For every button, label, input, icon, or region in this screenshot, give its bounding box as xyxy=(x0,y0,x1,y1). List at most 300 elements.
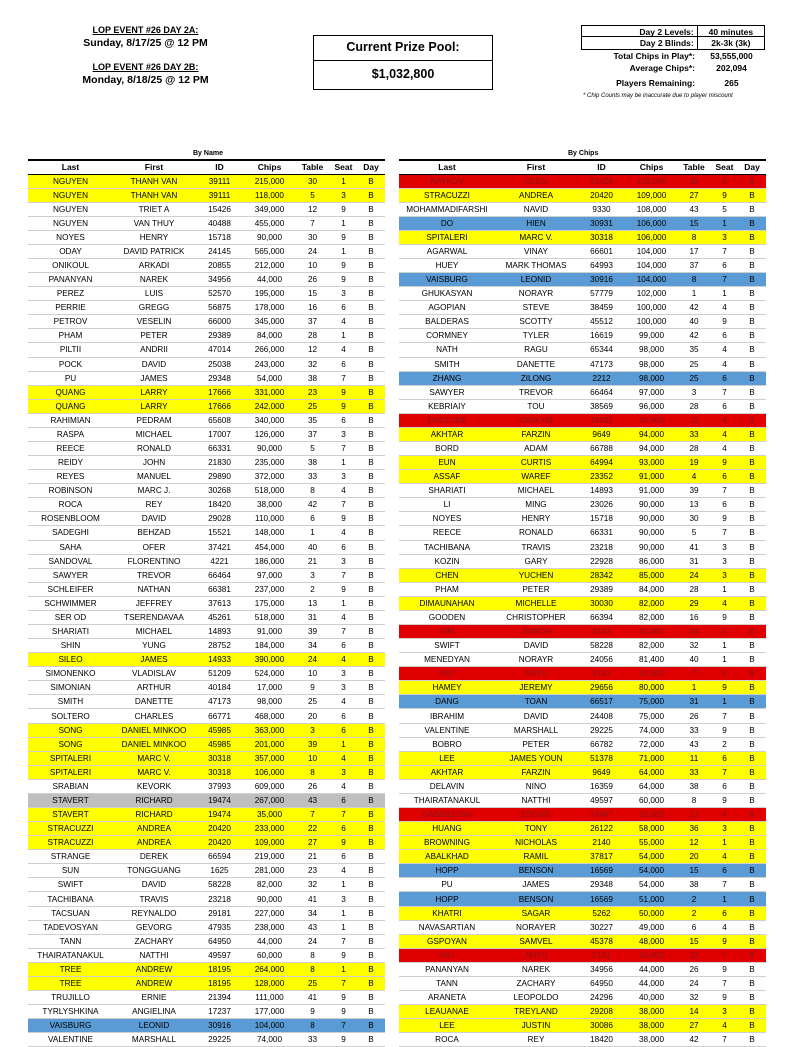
last-name-cell: ROSENBLOOM xyxy=(28,512,113,526)
last-name-cell: SWIFT xyxy=(28,878,113,892)
table-number-cell: 24 xyxy=(295,244,330,258)
table-row xyxy=(28,822,385,836)
last-name-cell: DANG xyxy=(399,695,495,709)
player-id-cell: 2212 xyxy=(577,371,626,385)
day-cell: B xyxy=(357,1005,385,1019)
day-cell: B xyxy=(357,709,385,723)
last-name-cell: IBRAHIM xyxy=(399,709,495,723)
prize-pool-value: $1,032,800 xyxy=(313,60,493,90)
day-cell: B xyxy=(357,808,385,822)
table-number-cell: 40 xyxy=(677,653,711,667)
first-name-cell: TOU xyxy=(495,399,577,413)
last-name-cell: SIMONENKO xyxy=(28,667,113,681)
day-cell: B xyxy=(738,315,766,329)
seat-number-cell: 1 xyxy=(711,287,738,301)
day-cell: B xyxy=(738,413,766,427)
first-name-cell: MICHAEL xyxy=(495,484,577,498)
first-name-cell: REY xyxy=(113,498,195,512)
day-cell: B xyxy=(357,850,385,864)
seat-number-cell: 9 xyxy=(711,991,738,1005)
table-number-cell: 6 xyxy=(677,920,711,934)
column-header-first-name: First xyxy=(113,160,195,174)
table-row xyxy=(28,653,385,667)
player-id-cell: 29389 xyxy=(195,329,244,343)
seat-number-cell: 7 xyxy=(711,765,738,779)
chip-count-cell: 109,000 xyxy=(244,836,295,850)
seat-number-cell: 6 xyxy=(711,470,738,484)
table-number-cell: 30 xyxy=(295,174,330,188)
day-cell: B xyxy=(738,610,766,624)
last-name-cell: TANN xyxy=(28,934,113,948)
seat-number-cell: 4 xyxy=(711,413,738,427)
last-name-cell: REIDY xyxy=(28,456,113,470)
day-cell: B xyxy=(738,850,766,864)
seat-number-cell: 9 xyxy=(330,399,357,413)
first-name-cell: MICHAEL xyxy=(113,427,195,441)
table-number-cell: 2 xyxy=(295,582,330,596)
day-cell: B xyxy=(738,1033,766,1047)
day-cell: B xyxy=(357,737,385,751)
first-name-cell: TRAVIS xyxy=(495,540,577,554)
player-id-cell: 64994 xyxy=(577,456,626,470)
table-number-cell: 28 xyxy=(677,582,711,596)
player-id-cell: 49597 xyxy=(577,793,626,807)
chip-count-cell: 54,000 xyxy=(244,371,295,385)
table-number-cell: 26 xyxy=(295,779,330,793)
last-name-cell: SWIFT xyxy=(399,639,495,653)
first-name-cell: PETER xyxy=(495,737,577,751)
table-row xyxy=(399,596,766,610)
chip-count-cell: 104,000 xyxy=(244,1019,295,1033)
table-row xyxy=(28,962,385,976)
chip-count-cell: 96,000 xyxy=(626,399,677,413)
seat-number-cell: 3 xyxy=(330,765,357,779)
table-number-cell: 7 xyxy=(295,808,330,822)
first-name-cell: NORAYER xyxy=(495,920,577,934)
first-name-cell: FLORENTINO xyxy=(113,554,195,568)
seat-number-cell: 9 xyxy=(711,681,738,695)
player-id-cell: 9330 xyxy=(577,202,626,216)
event-date: Sunday, 8/17/25 @ 12 PM xyxy=(83,37,208,49)
player-id-cell: 22928 xyxy=(577,554,626,568)
table-number-cell: 16 xyxy=(295,301,330,315)
table-number-cell: 23 xyxy=(295,864,330,878)
last-name-cell: PANANYAN xyxy=(399,962,495,976)
player-id-cell: 16619 xyxy=(577,329,626,343)
last-name-cell: DIMAUNAHAN xyxy=(399,596,495,610)
chip-count-cell: 266,000 xyxy=(244,343,295,357)
first-name-cell: TREYLAND xyxy=(495,1005,577,1019)
seat-number-cell: 1 xyxy=(711,639,738,653)
table-number-cell: 39 xyxy=(677,484,711,498)
chip-count-cell: 109,000 xyxy=(626,174,677,188)
day-cell: B xyxy=(357,385,385,399)
day-cell: B xyxy=(738,329,766,343)
last-name-cell: SCHWIMMER xyxy=(28,596,113,610)
last-name-cell: EUN xyxy=(399,456,495,470)
player-id-cell: 51209 xyxy=(195,667,244,681)
day-cell: B xyxy=(738,273,766,287)
seat-number-cell: 4 xyxy=(330,526,357,540)
day-cell: B xyxy=(738,793,766,807)
last-name-cell: TREE xyxy=(28,962,113,976)
table-number-cell: 42 xyxy=(677,1033,711,1047)
table-row xyxy=(28,667,385,681)
table-row xyxy=(28,413,385,427)
chip-count-cell: 38,000 xyxy=(626,1019,677,1033)
first-name-cell: DANIEL MINKOO xyxy=(113,723,195,737)
table-number-cell: 33 xyxy=(295,1033,330,1047)
table-row xyxy=(399,202,766,216)
seat-number-cell: 4 xyxy=(330,343,357,357)
seat-number-cell: 6 xyxy=(711,498,738,512)
first-name-cell: JAMES xyxy=(113,371,195,385)
stat-value: 202,094 xyxy=(716,62,747,73)
table-number-cell: 33 xyxy=(295,470,330,484)
chip-count-cell: 108,000 xyxy=(626,202,677,216)
chip-count-cell: 84,000 xyxy=(244,329,295,343)
seat-number-cell: 6 xyxy=(330,301,357,315)
day-cell: B xyxy=(738,934,766,948)
seat-number-cell: 6 xyxy=(330,709,357,723)
day-cell: B xyxy=(738,244,766,258)
day-cell: B xyxy=(738,723,766,737)
last-name-cell: LEAUANAE xyxy=(399,1005,495,1019)
chip-count-cell: 54,000 xyxy=(626,878,677,892)
last-name-cell: DO xyxy=(399,216,495,230)
chip-count-cell: 110,000 xyxy=(244,512,295,526)
column-header-last-name: Last xyxy=(28,160,113,174)
day-cell: B xyxy=(738,568,766,582)
last-name-cell: SONG xyxy=(28,723,113,737)
day-cell: B xyxy=(357,357,385,371)
first-name-cell: ARKADI xyxy=(113,258,195,272)
table-number-cell: 26 xyxy=(677,962,711,976)
seat-number-cell: 3 xyxy=(711,1005,738,1019)
player-id-cell: 47935 xyxy=(195,920,244,934)
table-row xyxy=(399,554,766,568)
day-cell: B xyxy=(738,441,766,455)
player-id-cell: 64950 xyxy=(195,934,244,948)
stat-value: 53,555,000 xyxy=(710,50,753,61)
stat-label: Players Remaining: xyxy=(616,78,695,89)
first-name-cell: DANETTE xyxy=(495,357,577,371)
day-cell: B xyxy=(738,484,766,498)
table-number-cell: 37 xyxy=(295,315,330,329)
seat-number-cell: 4 xyxy=(711,301,738,315)
column-header-table-number: Table xyxy=(677,160,711,174)
day-cell: B xyxy=(738,822,766,836)
seat-number-cell: 1 xyxy=(711,892,738,906)
last-name-cell: PANANYAN xyxy=(28,273,113,287)
first-name-cell: RONALD xyxy=(113,441,195,455)
table-number-cell: 2 xyxy=(677,906,711,920)
seat-number-cell: 4 xyxy=(711,596,738,610)
last-name-cell: HUANG xyxy=(399,822,495,836)
last-name-cell: TACSUAN xyxy=(28,906,113,920)
chip-count-cell: 186,000 xyxy=(244,554,295,568)
table-row xyxy=(399,681,766,695)
first-name-cell: KEVORK xyxy=(113,779,195,793)
chip-count-cell: 104,000 xyxy=(626,273,677,287)
table-row xyxy=(399,371,766,385)
table-row xyxy=(399,695,766,709)
last-name-cell: PU xyxy=(399,878,495,892)
last-name-cell: CHEN xyxy=(399,568,495,582)
seat-number-cell: 1 xyxy=(330,906,357,920)
chip-count-cell: 75,000 xyxy=(626,695,677,709)
day-cell: B xyxy=(357,258,385,272)
chip-count-cell: 97,000 xyxy=(244,568,295,582)
chip-count-cell: 44,000 xyxy=(244,273,295,287)
table-number-cell: 41 xyxy=(677,540,711,554)
day-cell: B xyxy=(738,991,766,1005)
last-name-cell: GHUKASYAN xyxy=(399,287,495,301)
chip-count-cell: 357,000 xyxy=(244,751,295,765)
table-number-cell: 8 xyxy=(677,230,711,244)
player-id-cell: 15718 xyxy=(577,512,626,526)
seat-number-cell: 7 xyxy=(711,385,738,399)
table-row xyxy=(28,498,385,512)
seat-number-cell: 3 xyxy=(330,427,357,441)
table-number-cell: 24 xyxy=(677,976,711,990)
day-cell: B xyxy=(738,878,766,892)
table-number-cell: 13 xyxy=(677,498,711,512)
table-number-cell: 13 xyxy=(295,596,330,610)
player-id-cell: 15521 xyxy=(195,526,244,540)
last-name-cell: VALENTINE xyxy=(28,1033,113,1047)
player-id-cell: 24296 xyxy=(577,991,626,1005)
table-number-cell: 40 xyxy=(295,540,330,554)
table-row xyxy=(28,864,385,878)
column-header-chip-count: Chips xyxy=(626,160,677,174)
chip-count-cell: 98,000 xyxy=(626,357,677,371)
player-id-cell: 18420 xyxy=(195,498,244,512)
player-id-cell: 29225 xyxy=(195,1033,244,1047)
last-name-cell: STRACUZZI xyxy=(399,188,495,202)
player-id-cell: 23218 xyxy=(195,892,244,906)
player-id-cell: 29656 xyxy=(577,681,626,695)
table-number-cell: 32 xyxy=(677,639,711,653)
first-name-cell: JAMES xyxy=(495,878,577,892)
first-name-cell: NORAYR xyxy=(495,287,577,301)
seat-number-cell: 6 xyxy=(330,850,357,864)
seat-number-cell: 5 xyxy=(711,202,738,216)
chip-count-cell: 100,000 xyxy=(626,301,677,315)
player-id-cell: 49597 xyxy=(195,948,244,962)
table-number-cell: 3 xyxy=(677,385,711,399)
table-number-cell: 31 xyxy=(677,695,711,709)
last-name-cell: CORMNEY xyxy=(399,329,495,343)
table-row xyxy=(399,441,766,455)
table-row xyxy=(399,976,766,990)
chip-count-cell: 71,000 xyxy=(626,751,677,765)
last-name-cell: BORD xyxy=(399,441,495,455)
column-header-seat-number: Seat xyxy=(330,160,357,174)
seat-number-cell: 7 xyxy=(330,371,357,385)
column-header-player-id: ID xyxy=(195,160,244,174)
seat-number-cell: 3 xyxy=(711,568,738,582)
table-row xyxy=(28,892,385,906)
day-cell: B xyxy=(357,456,385,470)
last-name-cell: HOPP xyxy=(399,864,495,878)
chip-count-cell: 80,000 xyxy=(626,681,677,695)
table-row xyxy=(399,385,766,399)
day-cell: B xyxy=(738,976,766,990)
column-header-seat-number: Seat xyxy=(711,160,738,174)
day-cell: B xyxy=(357,526,385,540)
first-name-cell: LEOPOLDO xyxy=(495,991,577,1005)
seat-number-cell: 6 xyxy=(330,413,357,427)
table-number-cell: 8 xyxy=(295,948,330,962)
table-number-cell: 24 xyxy=(677,568,711,582)
day-cell: B xyxy=(357,216,385,230)
day-cell: B xyxy=(357,836,385,850)
table-number-cell: 1 xyxy=(295,526,330,540)
table-header xyxy=(399,160,766,174)
player-id-cell: 30227 xyxy=(577,920,626,934)
day-cell: B xyxy=(357,991,385,1005)
last-name-cell: STAVERT xyxy=(28,793,113,807)
last-name-cell: ENSTONE xyxy=(399,413,495,427)
first-name-cell: RAGU xyxy=(495,343,577,357)
day-cell: B xyxy=(357,484,385,498)
table-number-cell: 32 xyxy=(295,357,330,371)
table-row xyxy=(28,427,385,441)
player-id-cell: 29348 xyxy=(195,371,244,385)
table-number-cell: 39 xyxy=(295,737,330,751)
day-cell: B xyxy=(357,188,385,202)
table-number-cell: 37 xyxy=(295,427,330,441)
player-id-cell: 17237 xyxy=(195,1005,244,1019)
first-name-cell: OLEG xyxy=(495,174,577,188)
first-name-cell: CHARLES xyxy=(113,709,195,723)
table-row xyxy=(399,906,766,920)
chip-count-cell: 109,000 xyxy=(626,188,677,202)
player-id-cell: 23218 xyxy=(577,540,626,554)
table-number-cell: 39 xyxy=(295,625,330,639)
day-cell: B xyxy=(738,864,766,878)
table-number-cell: 31 xyxy=(677,554,711,568)
table-row xyxy=(399,878,766,892)
table-row xyxy=(28,948,385,962)
last-name-cell: STRACUZZI xyxy=(28,822,113,836)
table-number-cell: 8 xyxy=(677,793,711,807)
table-header xyxy=(28,160,385,174)
chip-count-cell: 90,000 xyxy=(626,526,677,540)
chip-count-cell: 372,000 xyxy=(244,470,295,484)
table-number-cell: 15 xyxy=(677,216,711,230)
chip-count-note: * Chip Counts may be inaccurate due to player miscount xyxy=(583,93,733,99)
player-id-cell: 66000 xyxy=(195,315,244,329)
table-number-cell: 43 xyxy=(677,737,711,751)
table-row xyxy=(28,836,385,850)
table-number-cell: 6 xyxy=(295,512,330,526)
first-name-cell: MICHELLE xyxy=(495,596,577,610)
table-row xyxy=(28,920,385,934)
seat-number-cell: 1 xyxy=(330,737,357,751)
seat-number-cell: 5 xyxy=(711,625,738,639)
by-chips-table xyxy=(399,159,766,1047)
day-cell: B xyxy=(738,427,766,441)
day-cell: B xyxy=(738,667,766,681)
chip-count-cell: 126,000 xyxy=(244,427,295,441)
day-cell: B xyxy=(738,512,766,526)
last-name-cell: GABRIELYAN xyxy=(399,808,495,822)
table-row xyxy=(399,962,766,976)
table-row xyxy=(28,681,385,695)
day-cell: B xyxy=(357,962,385,976)
seat-number-cell: 1 xyxy=(330,174,357,188)
day-cell: B xyxy=(738,653,766,667)
last-name-cell: HUEY xyxy=(399,258,495,272)
first-name-cell: BENSON xyxy=(495,892,577,906)
column-header-player-id: ID xyxy=(577,160,626,174)
table-row xyxy=(28,456,385,470)
table-number-cell: 43 xyxy=(677,202,711,216)
first-name-cell: DAVID xyxy=(495,639,577,653)
player-id-cell: 66464 xyxy=(195,568,244,582)
table-number-cell: 11 xyxy=(677,751,711,765)
chip-count-cell: 238,000 xyxy=(244,920,295,934)
player-id-cell: 5262 xyxy=(577,906,626,920)
first-name-cell: ZILONG xyxy=(495,371,577,385)
table-number-cell: 28 xyxy=(677,441,711,455)
chip-count-cell: 81,000 xyxy=(626,667,677,681)
chip-count-cell: 64,000 xyxy=(626,779,677,793)
table-number-cell: 12 xyxy=(295,343,330,357)
day-cell: B xyxy=(738,639,766,653)
column-header-table-number: Table xyxy=(295,160,330,174)
first-name-cell: TYLER xyxy=(495,329,577,343)
day-cell: B xyxy=(738,258,766,272)
table-number-cell: 8 xyxy=(295,962,330,976)
day-cell: B xyxy=(738,456,766,470)
player-id-cell: 51378 xyxy=(577,751,626,765)
chip-count-cell: 82,000 xyxy=(626,610,677,624)
chip-count-cell: 98,000 xyxy=(626,343,677,357)
table-row xyxy=(399,216,766,230)
seat-number-cell: 4 xyxy=(711,920,738,934)
last-name-cell: AKHTAR xyxy=(399,765,495,779)
table-row xyxy=(28,808,385,822)
table-number-cell: 15 xyxy=(677,934,711,948)
chip-count-cell: 455,000 xyxy=(244,216,295,230)
table-row xyxy=(399,709,766,723)
chip-count-cell: 55,000 xyxy=(626,836,677,850)
day-cell: B xyxy=(738,920,766,934)
first-name-cell: PETER xyxy=(113,329,195,343)
first-name-cell: NATTHI xyxy=(495,793,577,807)
chip-count-cell: 565,000 xyxy=(244,244,295,258)
player-id-cell: 21830 xyxy=(195,456,244,470)
table-row xyxy=(28,258,385,272)
first-name-cell: NAREK xyxy=(113,273,195,287)
table-row xyxy=(399,892,766,906)
table-row xyxy=(399,526,766,540)
table-row xyxy=(28,779,385,793)
first-name-cell: JEREMY xyxy=(495,681,577,695)
day-cell: B xyxy=(357,329,385,343)
seat-number-cell: 4 xyxy=(330,695,357,709)
day-cell: B xyxy=(357,793,385,807)
chip-count-cell: 195,000 xyxy=(244,287,295,301)
seat-number-cell: 4 xyxy=(711,808,738,822)
last-name-cell: ARANETA xyxy=(399,991,495,1005)
seat-number-cell: 1 xyxy=(330,962,357,976)
table-number-cell: 34 xyxy=(677,625,711,639)
player-id-cell: 65608 xyxy=(195,413,244,427)
